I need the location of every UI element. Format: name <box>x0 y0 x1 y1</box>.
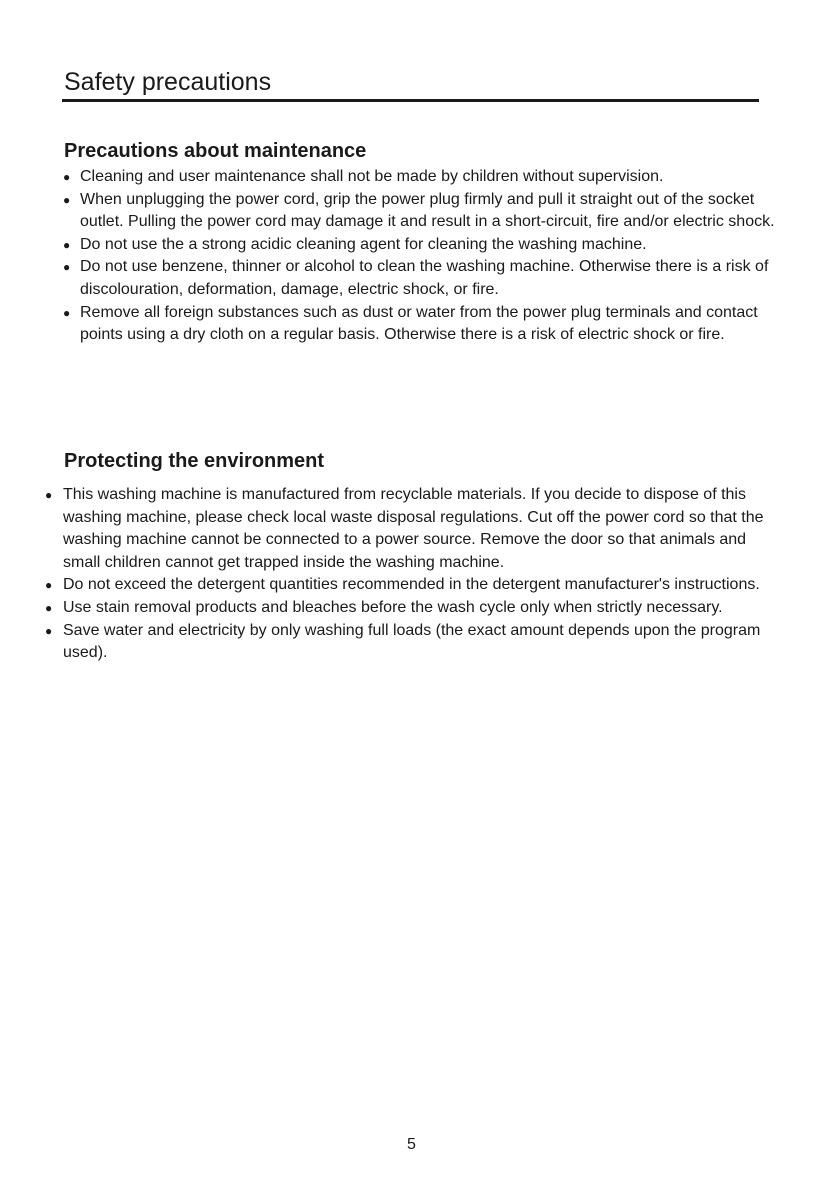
section-heading-environment: Protecting the environment <box>64 450 325 472</box>
bullet-icon: ● <box>63 237 71 252</box>
environment-bullet-list <box>44 484 784 665</box>
page-number: 5 <box>407 1136 416 1153</box>
list-item-text: Use stain removal products and bleaches before the wash cycle only when strictly necessary. <box>63 598 723 616</box>
maintenance-bullet-list <box>62 166 782 347</box>
list-item-text: Do not use the a strong acidic cleaning agent for cleaning the washing machine. <box>80 235 647 253</box>
list-item <box>44 597 784 620</box>
bullet-icon: ● <box>63 170 71 184</box>
list-item <box>62 189 782 234</box>
bullet-icon: ● <box>45 623 53 638</box>
list-item <box>44 574 784 597</box>
list-item <box>44 620 784 665</box>
title-divider <box>62 99 759 102</box>
list-item-text: When unplugging the power cord, grip the power plug firmly and pull it straight out of the socket outlet. Pulling the power cord may damage it and result in a short-circuit, fire and/or electric shock. <box>80 190 775 231</box>
list-item <box>44 484 784 574</box>
list-item-text: This washing machine is manufactured from recyclable materials. If you decide to dispose of this washing machine, please check local waste disposal regulations. Cut off the power cord so that the washing machine cannot be connected to a power source. Remove the door so that animals and small children cannot get trapped inside the washing machine. <box>63 486 764 571</box>
list-item <box>62 166 782 189</box>
list-item <box>62 234 782 257</box>
list-item <box>62 302 782 347</box>
page-title: Safety precautions <box>64 68 272 96</box>
list-item-text: Do not exceed the detergent quantities recommended in the detergent manufacturer's instructions. <box>63 576 760 594</box>
bullet-icon: ● <box>45 578 53 593</box>
bullet-icon: ● <box>63 305 71 320</box>
bullet-icon: ● <box>45 488 53 502</box>
section-heading-maintenance: Precautions about maintenance <box>64 140 367 162</box>
list-item-text: Cleaning and user maintenance shall not be made by children without supervision. <box>80 168 664 185</box>
list-item-text: Save water and electricity by only washing full loads (the exact amount depends upon the program used). <box>63 621 761 662</box>
list-item <box>62 256 782 301</box>
list-item-text: Remove all foreign substances such as dust or water from the power plug terminals and contact points using a dry cloth on a regular basis. Otherwise there is a risk of electric shock or fire. <box>80 303 758 344</box>
list-item-text: Do not use benzene, thinner or alcohol to clean the washing machine. Otherwise there is a risk of discolouration, deformation, damage, electric shock, or fire. <box>80 258 769 298</box>
bullet-icon: ● <box>63 192 71 207</box>
bullet-icon: ● <box>63 260 71 275</box>
bullet-icon: ● <box>45 600 53 615</box>
